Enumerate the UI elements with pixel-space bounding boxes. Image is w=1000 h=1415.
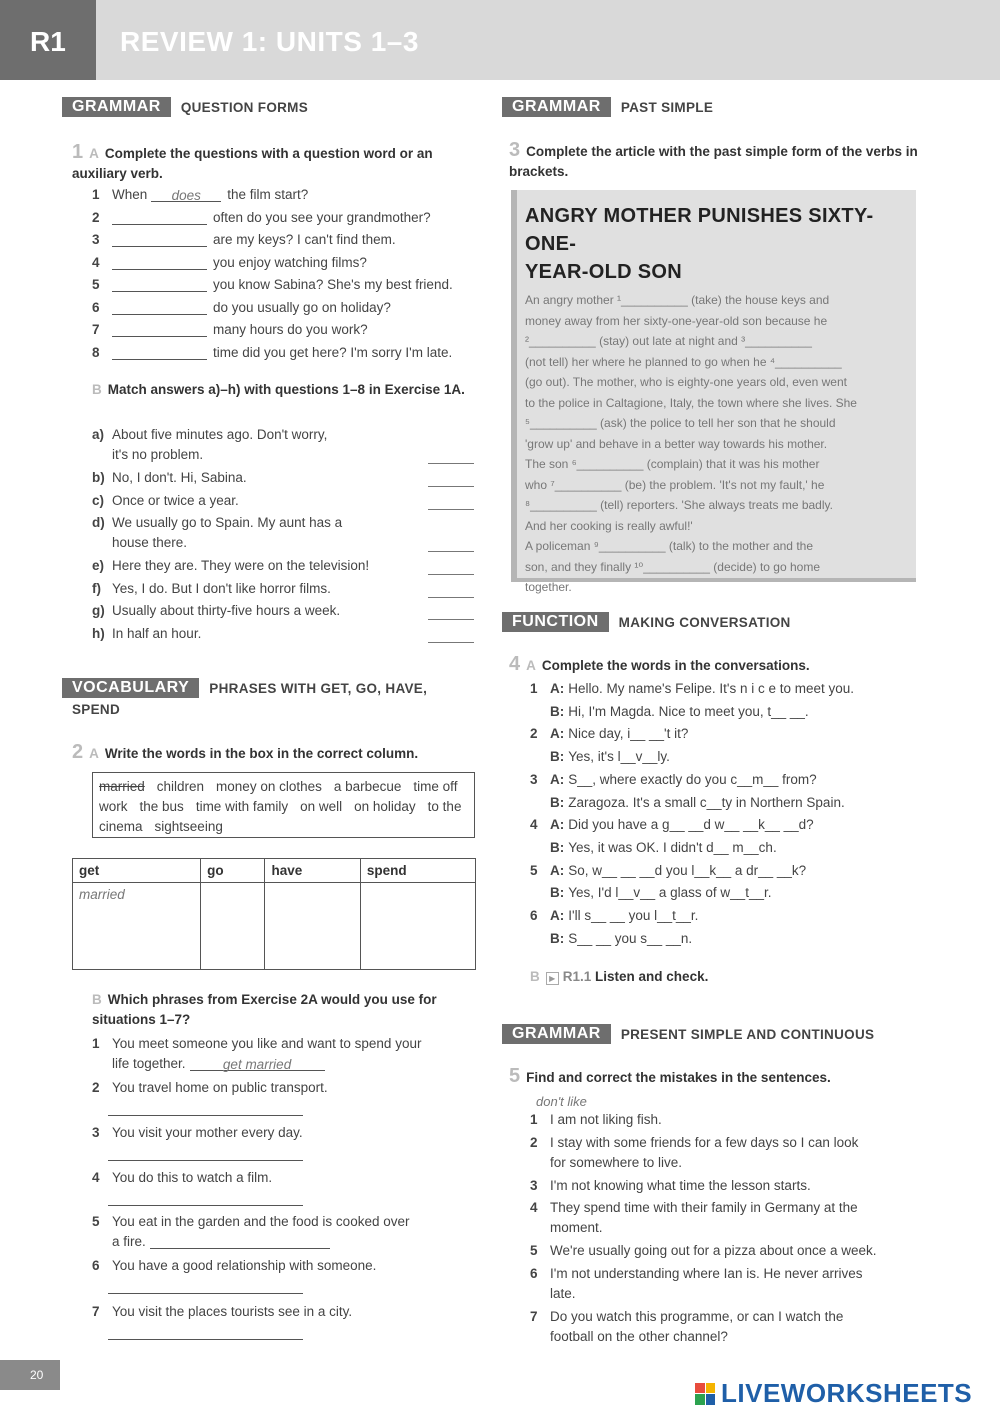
conversation-text[interactable]: Did you have a g__ __d w__ __k__ __d?	[568, 817, 814, 833]
column-header-have: have	[265, 859, 360, 883]
conversation-text[interactable]: S__ __ you s__ __n.	[568, 930, 693, 946]
sentence-item	[530, 1309, 843, 1324]
exercise-letter: A	[526, 658, 536, 673]
item-number: 1	[92, 187, 100, 202]
article-line: 'grow up' and behave in a better way towards his mother.	[525, 436, 828, 451]
word-box	[92, 772, 475, 838]
question-text: you know Sabina? She's my best friend.	[213, 277, 453, 292]
exercise-1b-instruction	[92, 380, 472, 400]
answer-blank[interactable]	[108, 1147, 303, 1161]
sentence-item	[530, 1243, 877, 1258]
question-text: many hours do you work?	[213, 322, 368, 337]
question-item	[92, 255, 367, 270]
item-number: 6	[92, 299, 100, 315]
column-header-get: get	[73, 859, 201, 883]
answer-letter: c)	[92, 492, 105, 508]
conversation-text[interactable]: Yes, it was OK. I didn't d__ m__ch.	[568, 839, 777, 855]
article-body	[525, 290, 908, 598]
situation-text: You visit your mother every day.	[112, 1125, 303, 1140]
speaker-label: B:	[550, 885, 565, 901]
answer-text: Yes, I do. But I don't like horror films.	[112, 580, 331, 596]
question-item	[92, 322, 368, 337]
match-answer-line[interactable]	[428, 509, 474, 510]
item-number: 1	[530, 1112, 538, 1127]
item-number: 1	[530, 681, 538, 696]
liveworksheets-icon	[695, 1383, 715, 1405]
situation-text: You visit the places tourists see in a city.	[112, 1304, 353, 1319]
conversation-list	[530, 681, 930, 951]
answer-blank[interactable]	[112, 211, 207, 225]
box-word: a barbecue	[333, 779, 402, 794]
page-number: 20	[0, 1360, 60, 1390]
item-number: 6	[530, 1265, 538, 1281]
situation-text: You eat in the garden and the food is cooked over	[112, 1214, 410, 1229]
question-text: do you usually go on holiday?	[213, 299, 391, 315]
article-line: son, and they finally ¹⁰__________ (decide) to go home	[525, 559, 821, 574]
box-word: the bus	[139, 799, 184, 814]
exercise-letter: B	[92, 992, 102, 1007]
section-tag: FUNCTION	[502, 612, 609, 632]
answer-text: Once or twice a year.	[112, 492, 239, 508]
question-item	[92, 210, 431, 225]
section-title: PAST SIMPLE	[620, 99, 714, 115]
item-number: 2	[530, 726, 538, 742]
situation-text: You do this to watch a film.	[112, 1170, 273, 1185]
article-line: ⁸__________ (tell) reporters. 'She always treats me badly.	[525, 498, 833, 512]
answer-item	[92, 515, 342, 530]
answer-letter: h)	[92, 625, 105, 641]
situation-text: a fire.	[112, 1234, 146, 1249]
section-tag: GRAMMAR	[62, 97, 171, 117]
correction-sentences-list	[530, 1112, 930, 1352]
grammar-past-simple-heading	[502, 97, 713, 117]
section-tag: GRAMMAR	[502, 1024, 611, 1044]
article-line: ²__________ (stay) out late at night and ³__________	[525, 334, 812, 348]
article-headline	[525, 202, 908, 286]
situation-text: life together.	[112, 1056, 186, 1071]
item-number: 5	[530, 1243, 538, 1258]
answer-letter: f)	[92, 580, 101, 596]
conversation-text[interactable]: Zaragoza. It's a small c__ty in Northern Spain.	[568, 794, 845, 810]
instruction-text: Which phrases from Exercise 2A would you use for situations 1–7?	[92, 992, 437, 1027]
item-number: 5	[92, 277, 100, 292]
exercise-4b-instruction	[530, 967, 910, 987]
item-number: 1	[92, 1036, 100, 1051]
conversation-text[interactable]: Hi, I'm Magda. Nice to meet you, t__ __.	[568, 703, 809, 719]
question-item	[92, 300, 391, 315]
match-answer-line[interactable]	[428, 551, 474, 552]
grammar-present-heading	[502, 1024, 874, 1044]
match-answer-line[interactable]	[428, 574, 474, 575]
exercise-3-instruction	[509, 140, 919, 182]
headline-line: YEAR-OLD SON	[525, 261, 682, 283]
answer-item	[92, 603, 340, 618]
exercise-5-instruction	[509, 1066, 919, 1088]
conversation-text[interactable]: Yes, I'd l__v__ a glass of w__t__r.	[568, 885, 772, 901]
sentence-text-cont: football on the other channel?	[550, 1328, 728, 1344]
conversation-text[interactable]: So, w__ __ __d you l__k__ a dr__ __k?	[568, 862, 807, 878]
item-number: 5	[530, 862, 538, 878]
item-number: 8	[92, 344, 100, 360]
box-word: on holiday	[354, 799, 416, 814]
match-answer-line[interactable]	[428, 642, 474, 643]
answer-blank[interactable]	[112, 301, 207, 315]
exercise-number: 4	[509, 653, 521, 675]
article-line: An angry mother ¹__________ (take) the house keys and	[525, 293, 830, 307]
answer-item	[92, 493, 239, 508]
sentence-text[interactable]: We're usually going out for a pizza about once a week.	[550, 1243, 877, 1258]
answer-blank[interactable]	[108, 1102, 303, 1116]
answer-blank[interactable]: does	[151, 188, 221, 202]
situations-list	[92, 1036, 492, 1356]
question-item	[92, 187, 308, 202]
conversation-text[interactable]: I'll s__ __ you l__t__r.	[568, 908, 699, 923]
answer-blank[interactable]	[112, 323, 207, 337]
item-number: 3	[530, 771, 538, 787]
match-answer-line[interactable]	[428, 597, 474, 598]
answer-text: In half an hour.	[112, 625, 202, 641]
instruction-text: Find and correct the mistakes in the sentences.	[526, 1070, 831, 1085]
vocabulary-columns-table	[72, 858, 476, 970]
sentence-text[interactable]: I stay with some friends for a few days so I can look	[550, 1134, 859, 1150]
question-item	[92, 345, 452, 360]
box-word: sightseeing	[154, 819, 223, 834]
have-column-cell[interactable]	[265, 883, 360, 970]
answer-item-cont: house there.	[112, 535, 188, 550]
sentence-item	[530, 1135, 858, 1150]
example-correction: don't like	[536, 1094, 587, 1109]
answer-blank[interactable]	[112, 346, 207, 360]
question-text: are my keys? I can't find them.	[213, 232, 396, 247]
situation-text: You travel home on public transport.	[112, 1080, 328, 1095]
answer-item	[92, 626, 201, 641]
conversation-line	[530, 908, 698, 923]
item-number: 6	[530, 908, 538, 923]
spend-column-cell[interactable]	[360, 883, 475, 970]
exercise-2b-instruction	[92, 990, 482, 1030]
answer-letter: b)	[92, 470, 105, 485]
situation-item	[92, 1258, 376, 1273]
sentence-text[interactable]: Do you watch this programme, or can I watch the	[550, 1308, 844, 1324]
answer-blank[interactable]	[112, 278, 207, 292]
question-item	[92, 232, 396, 247]
item-number: 3	[530, 1177, 538, 1193]
item-number: 2	[92, 209, 100, 225]
article-line: A policeman ⁹__________ (talk) to the mother and the	[525, 539, 813, 553]
conversation-line	[530, 840, 777, 855]
item-number: 3	[92, 1125, 100, 1140]
question-text: often do you see your grandmother?	[213, 209, 431, 225]
article-line: (go out). The mother, who is eighty-one years old, even went	[525, 375, 847, 389]
conversation-line	[530, 726, 688, 741]
item-number: 4	[530, 817, 538, 833]
answer-item	[92, 427, 327, 442]
answer-letter: a)	[92, 427, 105, 442]
situation-item	[92, 1125, 303, 1140]
situation-item	[92, 1036, 421, 1051]
sentence-item	[530, 1200, 858, 1215]
item-number: 5	[92, 1214, 100, 1229]
conversation-line	[530, 885, 771, 900]
situation-text-cont	[112, 1056, 325, 1071]
match-answer-line[interactable]	[428, 486, 474, 487]
answer-blank[interactable]	[112, 256, 207, 270]
section-title: PRESENT SIMPLE AND CONTINUOUS	[620, 1026, 875, 1042]
exercise-letter: B	[92, 382, 102, 397]
sentence-item	[530, 1178, 811, 1193]
conversation-line	[530, 772, 817, 787]
speaker-label: B:	[550, 749, 565, 765]
exercise-letter: A	[89, 746, 99, 761]
answer-letter: d)	[92, 515, 105, 530]
section-tag: GRAMMAR	[502, 97, 611, 117]
answer-text: No, I don't. Hi, Sabina.	[112, 470, 247, 485]
conversation-line	[530, 817, 814, 832]
conversation-line	[530, 704, 809, 719]
item-number: 2	[92, 1080, 100, 1095]
question-text: time did you get here? I'm sorry I'm late.	[213, 344, 453, 360]
grammar-question-forms-heading	[62, 97, 308, 117]
exercise-2a-instruction	[72, 742, 482, 764]
article-line: together.	[525, 580, 572, 594]
situation-item	[92, 1170, 272, 1185]
item-number: 3	[92, 232, 100, 247]
situation-item	[92, 1304, 352, 1319]
exercise-number: 1	[72, 141, 84, 163]
sentence-text[interactable]: I'm not understanding where Ian is. He never arrives	[550, 1265, 863, 1281]
item-number: 4	[92, 254, 100, 270]
answer-item	[92, 558, 369, 573]
situation-text-cont	[112, 1234, 330, 1249]
answer-letter: e)	[92, 558, 105, 573]
review-code: R1	[0, 0, 96, 80]
section-tag: VOCABULARY	[62, 678, 199, 698]
sentence-text-cont: late.	[550, 1285, 576, 1301]
answer-blank[interactable]	[108, 1280, 303, 1294]
speaker-label: A:	[550, 817, 565, 833]
speaker-label: B:	[550, 794, 565, 810]
conversation-text[interactable]: Hello. My name's Felipe. It's n i c e to meet you.	[568, 681, 855, 696]
article-line: who ⁷__________ (be) the problem. 'It's not my fault,' he	[525, 477, 825, 492]
sentence-text[interactable]: I am not liking fish.	[550, 1112, 662, 1127]
question-item	[92, 277, 453, 292]
answer-blank[interactable]	[112, 233, 207, 247]
speaker-label: B:	[550, 930, 565, 946]
exercise-4a-instruction	[509, 654, 919, 676]
situation-text: You have a good relationship with someone.	[112, 1258, 377, 1273]
instruction-text: Write the words in the box in the correct column.	[104, 746, 419, 761]
speaker-label: A:	[550, 908, 565, 923]
article-line: money away from her sixty-one-year-old son because he	[525, 313, 828, 328]
instruction-text: Complete the questions with a question word or an auxiliary verb.	[72, 146, 433, 181]
conversation-line	[530, 749, 670, 764]
vocabulary-heading	[62, 678, 427, 698]
box-word: time with family	[195, 799, 289, 814]
box-word: on well	[300, 799, 343, 814]
question-word: When	[112, 187, 148, 202]
answer-text: Usually about thirty-five hours a week.	[112, 603, 341, 618]
sentence-text-cont: moment.	[550, 1220, 603, 1235]
answer-text: Here they are. They were on the television!	[112, 558, 370, 573]
article-line: And her cooking is really awful!'	[525, 518, 693, 533]
exercise-letter: B	[530, 969, 540, 984]
speaker-label: B:	[550, 703, 565, 719]
instruction-text: Listen and check.	[595, 969, 709, 984]
sentence-text-cont: for somewhere to live.	[550, 1154, 683, 1170]
article-line: ⁵__________ (ask) the police to tell her son that he should	[525, 416, 836, 430]
go-column-cell[interactable]	[201, 883, 265, 970]
item-number: 7	[92, 1304, 100, 1319]
speaker-label: A:	[550, 771, 565, 787]
conversation-text[interactable]: Yes, it's l__v__ly.	[568, 749, 670, 765]
answer-item	[92, 470, 247, 485]
question-text: the film start?	[227, 187, 309, 202]
answer-item-cont: it's no problem.	[112, 447, 204, 462]
exercise-number: 3	[509, 139, 521, 161]
answer-blank[interactable]	[108, 1192, 303, 1206]
exercise-letter: A	[89, 146, 99, 161]
section-title: PHRASES WITH GET, GO, HAVE,	[209, 680, 428, 696]
brand-name: LIVEWORKSHEETS	[721, 1378, 973, 1408]
exercise-number: 5	[509, 1065, 521, 1087]
article-line: (not tell) her where he planned to go when he ⁴__________	[525, 354, 842, 369]
conversation-line	[530, 931, 692, 946]
function-heading	[502, 612, 791, 632]
answer-blank[interactable]	[108, 1326, 303, 1340]
box-word: time off work	[99, 779, 458, 814]
box-word: to the cinema	[99, 799, 462, 834]
sentence-item	[530, 1266, 862, 1281]
conversation-text[interactable]: S__, where exactly do you c__m__ from?	[568, 771, 817, 787]
answer-letter: g)	[92, 603, 105, 618]
example-answer: married	[79, 887, 125, 902]
page-header	[0, 0, 1000, 80]
article-line: The son ⁶__________ (complain) that it was his mother	[525, 457, 820, 471]
answer-item	[92, 581, 331, 596]
speaker-label: A:	[550, 681, 565, 696]
get-column-cell[interactable]	[73, 883, 201, 970]
sentence-text[interactable]: I'm not knowing what time the lesson starts.	[550, 1177, 811, 1193]
conversation-line	[530, 681, 854, 696]
match-answer-line[interactable]	[428, 463, 474, 464]
section-title-cont: SPEND	[72, 702, 121, 717]
answer-text: About five minutes ago. Don't worry,	[112, 427, 328, 442]
box-word: children	[156, 779, 205, 794]
box-word: money on clothes	[216, 779, 322, 794]
instruction-text: Match answers a)–h) with questions 1–8 in Exercise 1A.	[107, 382, 465, 397]
liveworksheets-logo	[695, 1378, 972, 1409]
box-word: married	[99, 779, 145, 794]
match-answers-list	[92, 427, 492, 647]
sentence-text[interactable]: They spend time with their family in Germany at the	[550, 1200, 858, 1215]
sentence-item	[530, 1112, 662, 1127]
speaker-label: A:	[550, 726, 565, 742]
answer-blank[interactable]: get married	[190, 1057, 325, 1071]
situation-text: You meet someone you like and want to spend your	[112, 1036, 422, 1051]
column-header-spend: spend	[360, 859, 475, 883]
situation-item	[92, 1080, 328, 1095]
speaker-label: A:	[550, 862, 565, 878]
item-number: 4	[530, 1200, 538, 1215]
conversation-line	[530, 795, 845, 810]
item-number: 4	[92, 1170, 100, 1185]
audio-track-label: R1.1	[562, 969, 592, 984]
item-number: 2	[530, 1134, 538, 1150]
section-title: MAKING CONVERSATION	[618, 614, 791, 630]
article-line: to the police in Caltagione, Italy, the town where she lives. She	[525, 395, 857, 410]
conversation-text[interactable]: Nice day, i__ __'t it?	[568, 726, 689, 742]
section-title: QUESTION FORMS	[180, 99, 309, 115]
exercise-number: 2	[72, 741, 84, 763]
instruction-text: Complete the article with the past simple form of the verbs in brackets.	[509, 144, 918, 179]
item-number: 7	[92, 322, 100, 337]
conversation-line	[530, 863, 806, 878]
exercise-1a-instruction	[72, 142, 482, 184]
headline-line: ANGRY MOTHER PUNISHES SIXTY-ONE-	[525, 205, 874, 255]
answer-blank[interactable]	[150, 1235, 330, 1249]
speaker-label: B:	[550, 839, 565, 855]
item-number: 6	[92, 1258, 100, 1273]
item-number: 7	[530, 1308, 538, 1324]
match-answer-line[interactable]	[428, 619, 474, 620]
column-header-go: go	[201, 859, 265, 883]
situation-item	[92, 1214, 409, 1229]
article-box	[511, 190, 916, 594]
instruction-text: Complete the words in the conversations.	[541, 658, 810, 673]
play-audio-icon[interactable]: ▶	[546, 972, 559, 985]
page-title: REVIEW 1: UNITS 1–3	[120, 26, 419, 57]
answer-text: We usually go to Spain. My aunt has a	[112, 515, 343, 530]
question-text: you enjoy watching films?	[213, 254, 367, 270]
